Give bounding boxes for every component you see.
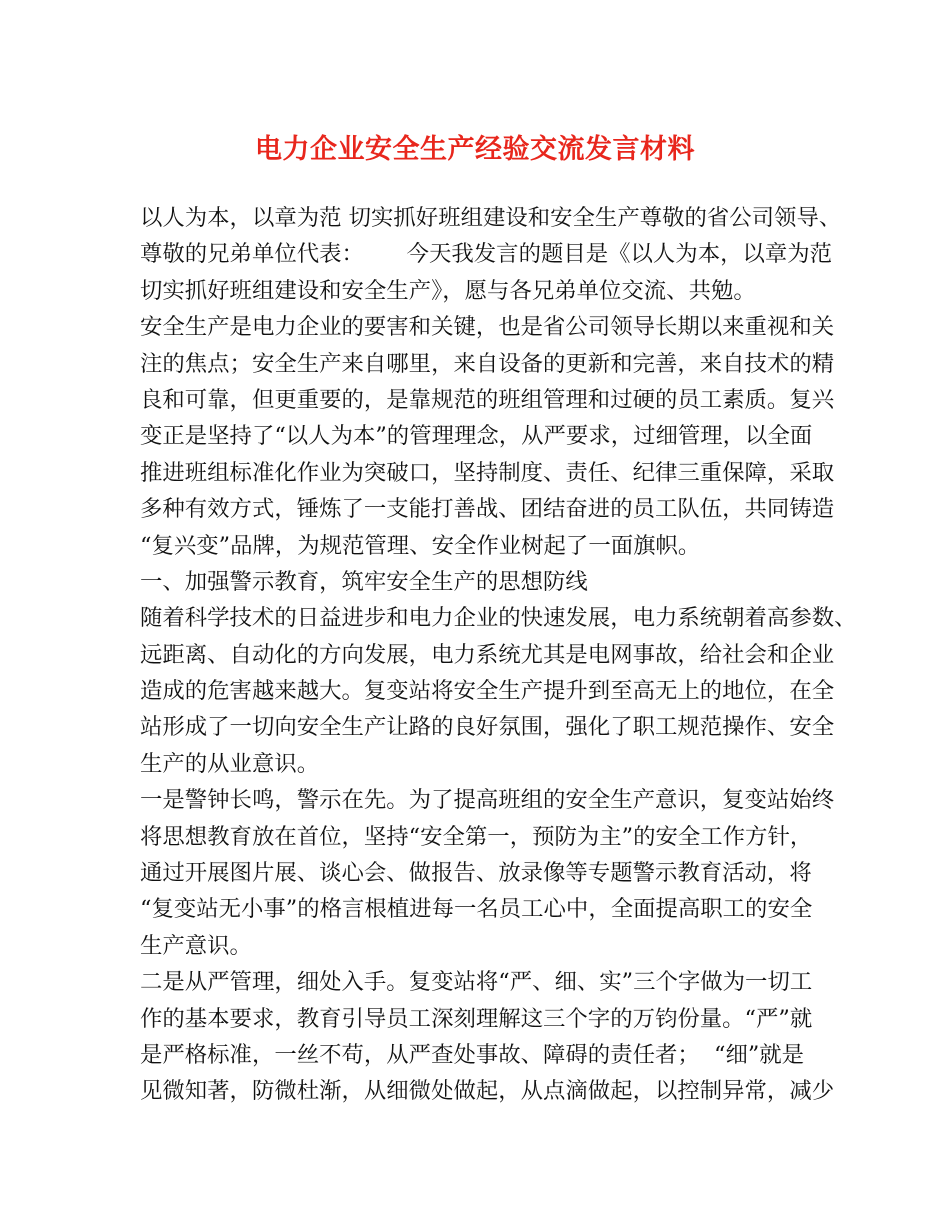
body-line: 变正是坚持了“以人为本”的管理理念，从严要求，过细管理，以全面: [140, 423, 813, 450]
body-line: 生产的从业意识。: [140, 750, 320, 777]
body-line: 以人为本，以章为范 切实抓好班组建设和安全生产尊敬的省公司领导、: [140, 205, 842, 231]
body-line: 将思想教育放在首位，坚持“安全第一，预防为主”的安全工作方针，: [140, 823, 813, 850]
body-line: 尊敬的兄弟单位代表： 今天我发言的题目是《以人为本，以章为范: [140, 241, 833, 268]
body-line: 随着科学技术的日益进步和电力企业的快速发展，电力系统朝着高参数、: [140, 605, 857, 632]
section-heading: 一、加强警示教育，筑牢安全生产的思想防线: [140, 568, 588, 595]
body-line: 站形成了一切向安全生产让路的良好氛围，强化了职工规范操作、安全: [140, 714, 835, 741]
body-line: 作的基本要求，教育引导员工深刻理解这三个字的万钧份量。“严”就: [140, 1005, 813, 1032]
body-line: 是严格标准，一丝不苟，从严查处事故、障碍的责任者； “细”就是: [140, 1041, 805, 1068]
body-line: 一是警钟长鸣，警示在先。为了提高班组的安全生产意识，复变站始终: [140, 787, 835, 814]
body-line: 造成的危害越来越大。复变站将安全生产提升到至高无上的地位，在全: [140, 678, 835, 705]
body-line: 良和可靠，但更重要的，是靠规范的班组管理和过硬的员工素质。复兴: [140, 386, 835, 413]
body-line: 多种有效方式，锤炼了一支能打善战、团结奋进的员工队伍，共同铸造: [140, 496, 835, 523]
body-line: 生产意识。: [140, 932, 252, 959]
body-line: 注的焦点；安全生产来自哪里，来自设备的更新和完善，来自技术的精: [140, 350, 835, 377]
body-line: 远距离、自动化的方向发展，电力系统尤其是电网事故，给社会和企业: [140, 641, 835, 668]
body-line: 推进班组标准化作业为突破口，坚持制度、责任、纪律三重保障，采取: [140, 459, 835, 486]
body-line: 二是从严管理，细处入手。复变站将“严、细、实”三个字做为一切工: [140, 969, 813, 996]
body-line: 切实抓好班组建设和安全生产》，愿与各兄弟单位交流、共勉。: [140, 277, 756, 304]
body-line: 见微知著，防微杜渐，从细微处做起，从点滴做起，以控制异常，减少: [140, 1078, 835, 1105]
document-body: [140, 200, 857, 1110]
body-line: “复兴变”品牌，为规范管理、安全作业树起了一面旗帜。: [140, 532, 701, 559]
body-line: 安全生产是电力企业的要害和关键，也是省公司领导长期以来重视和关: [140, 314, 835, 341]
body-line: 通过开展图片展、谈心会、做报告、放录像等专题警示教育活动，将: [140, 860, 812, 887]
body-line: “复变站无小事”的格言根植进每一名员工心中，全面提高职工的安全: [140, 896, 813, 923]
document-title: 电力企业安全生产经验交流发言材料: [255, 134, 695, 165]
